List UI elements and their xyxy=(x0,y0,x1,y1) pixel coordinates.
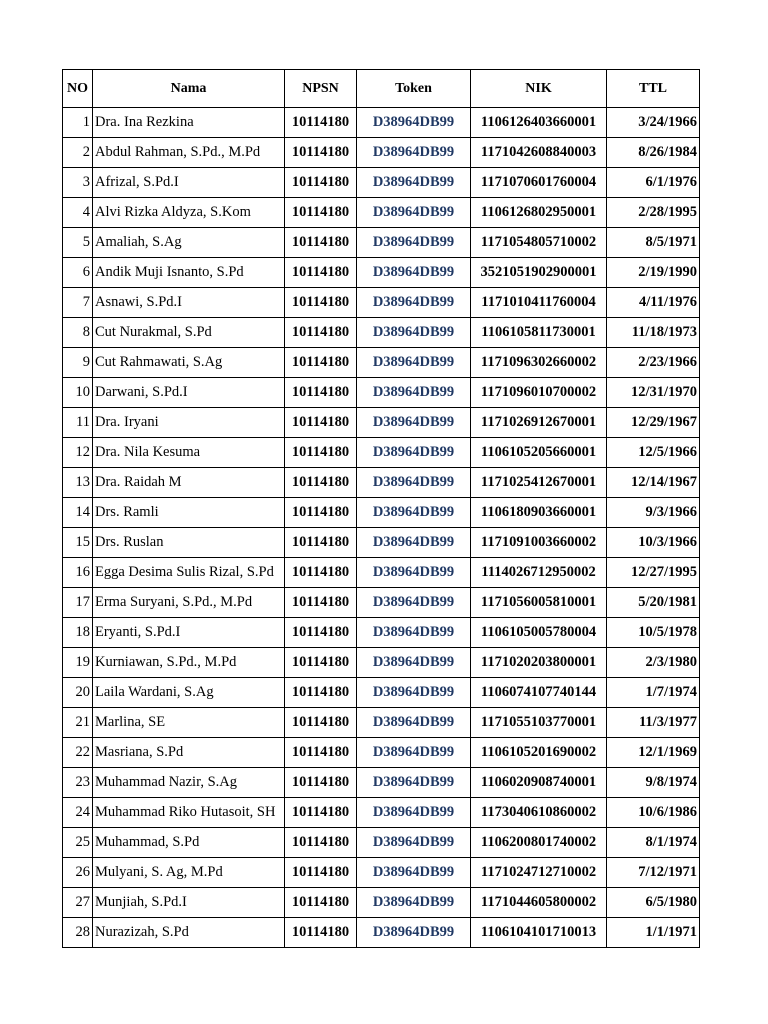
table-row xyxy=(63,558,700,588)
cell-token: D38964DB99 xyxy=(357,198,471,228)
cell-no: 24 xyxy=(63,798,93,828)
cell-ttl: 7/12/1971 xyxy=(607,858,700,888)
table-row xyxy=(63,648,700,678)
cell-nik: 1114026712950002 xyxy=(471,558,607,588)
cell-no: 26 xyxy=(63,858,93,888)
cell-npsn: 10114180 xyxy=(285,498,357,528)
cell-no: 13 xyxy=(63,468,93,498)
cell-npsn: 10114180 xyxy=(285,258,357,288)
cell-ttl: 2/3/1980 xyxy=(607,648,700,678)
cell-npsn: 10114180 xyxy=(285,798,357,828)
cell-npsn: 10114180 xyxy=(285,528,357,558)
cell-nik: 1106126403660001 xyxy=(471,108,607,138)
cell-token: D38964DB99 xyxy=(357,558,471,588)
cell-token: D38964DB99 xyxy=(357,348,471,378)
cell-npsn: 10114180 xyxy=(285,738,357,768)
cell-no: 2 xyxy=(63,138,93,168)
cell-nik: 1173040610860002 xyxy=(471,798,607,828)
cell-nik: 1171070601760004 xyxy=(471,168,607,198)
cell-token: D38964DB99 xyxy=(357,438,471,468)
cell-npsn: 10114180 xyxy=(285,648,357,678)
cell-nama: Eryanti, S.Pd.I xyxy=(93,618,285,648)
cell-no: 28 xyxy=(63,918,93,948)
cell-ttl: 3/24/1966 xyxy=(607,108,700,138)
cell-no: 23 xyxy=(63,768,93,798)
cell-nama: Amaliah, S.Ag xyxy=(93,228,285,258)
cell-nama: Erma Suryani, S.Pd., M.Pd xyxy=(93,588,285,618)
cell-nik: 1171096302660002 xyxy=(471,348,607,378)
cell-nama: Andik Muji Isnanto, S.Pd xyxy=(93,258,285,288)
cell-nama: Alvi Rizka Aldyza, S.Kom xyxy=(93,198,285,228)
cell-no: 5 xyxy=(63,228,93,258)
cell-nama: Egga Desima Sulis Rizal, S.Pd xyxy=(93,558,285,588)
cell-ttl: 1/1/1971 xyxy=(607,918,700,948)
document-page xyxy=(62,69,700,948)
cell-nik: 1106104101710013 xyxy=(471,918,607,948)
table-row xyxy=(63,168,700,198)
table-row xyxy=(63,228,700,258)
cell-no: 8 xyxy=(63,318,93,348)
cell-token: D38964DB99 xyxy=(357,378,471,408)
table-row xyxy=(63,498,700,528)
cell-token: D38964DB99 xyxy=(357,708,471,738)
cell-nik: 1171091003660002 xyxy=(471,528,607,558)
cell-nik: 1171042608840003 xyxy=(471,138,607,168)
table-row xyxy=(63,438,700,468)
cell-no: 22 xyxy=(63,738,93,768)
cell-no: 27 xyxy=(63,888,93,918)
header-ttl: TTL xyxy=(607,70,700,108)
header-nama: Nama xyxy=(93,70,285,108)
cell-no: 6 xyxy=(63,258,93,288)
cell-ttl: 8/5/1971 xyxy=(607,228,700,258)
cell-nik: 1171044605800002 xyxy=(471,888,607,918)
cell-no: 1 xyxy=(63,108,93,138)
cell-ttl: 11/18/1973 xyxy=(607,318,700,348)
cell-nik: 3521051902900001 xyxy=(471,258,607,288)
cell-ttl: 12/31/1970 xyxy=(607,378,700,408)
cell-npsn: 10114180 xyxy=(285,858,357,888)
cell-ttl: 1/7/1974 xyxy=(607,678,700,708)
cell-nik: 1171010411760004 xyxy=(471,288,607,318)
header-row xyxy=(63,70,700,108)
cell-no: 20 xyxy=(63,678,93,708)
cell-no: 15 xyxy=(63,528,93,558)
cell-no: 9 xyxy=(63,348,93,378)
cell-ttl: 10/6/1986 xyxy=(607,798,700,828)
cell-ttl: 2/28/1995 xyxy=(607,198,700,228)
cell-nama: Masriana, S.Pd xyxy=(93,738,285,768)
cell-nama: Mulyani, S. Ag, M.Pd xyxy=(93,858,285,888)
cell-nama: Cut Rahmawati, S.Ag xyxy=(93,348,285,378)
cell-token: D38964DB99 xyxy=(357,468,471,498)
cell-npsn: 10114180 xyxy=(285,408,357,438)
cell-npsn: 10114180 xyxy=(285,558,357,588)
cell-token: D38964DB99 xyxy=(357,108,471,138)
cell-nik: 1171096010700002 xyxy=(471,378,607,408)
cell-npsn: 10114180 xyxy=(285,138,357,168)
cell-ttl: 5/20/1981 xyxy=(607,588,700,618)
cell-ttl: 2/19/1990 xyxy=(607,258,700,288)
cell-npsn: 10114180 xyxy=(285,228,357,258)
cell-token: D38964DB99 xyxy=(357,828,471,858)
table-row xyxy=(63,288,700,318)
cell-nama: Afrizal, S.Pd.I xyxy=(93,168,285,198)
cell-nama: Dra. Nila Kesuma xyxy=(93,438,285,468)
table-header xyxy=(63,70,700,108)
table-row xyxy=(63,768,700,798)
cell-ttl: 10/3/1966 xyxy=(607,528,700,558)
cell-nama: Dra. Raidah M xyxy=(93,468,285,498)
header-nik: NIK xyxy=(471,70,607,108)
cell-token: D38964DB99 xyxy=(357,798,471,828)
table-row xyxy=(63,618,700,648)
cell-token: D38964DB99 xyxy=(357,138,471,168)
cell-token: D38964DB99 xyxy=(357,228,471,258)
table-row xyxy=(63,318,700,348)
cell-nik: 1106105811730001 xyxy=(471,318,607,348)
cell-ttl: 12/27/1995 xyxy=(607,558,700,588)
cell-ttl: 12/14/1967 xyxy=(607,468,700,498)
cell-no: 14 xyxy=(63,498,93,528)
cell-ttl: 11/3/1977 xyxy=(607,708,700,738)
cell-npsn: 10114180 xyxy=(285,438,357,468)
cell-token: D38964DB99 xyxy=(357,258,471,288)
cell-token: D38964DB99 xyxy=(357,408,471,438)
cell-nama: Munjiah, S.Pd.I xyxy=(93,888,285,918)
cell-npsn: 10114180 xyxy=(285,168,357,198)
cell-nik: 1106074107740144 xyxy=(471,678,607,708)
cell-token: D38964DB99 xyxy=(357,498,471,528)
cell-nama: Muhammad, S.Pd xyxy=(93,828,285,858)
cell-npsn: 10114180 xyxy=(285,828,357,858)
cell-nama: Darwani, S.Pd.I xyxy=(93,378,285,408)
table-row xyxy=(63,858,700,888)
cell-ttl: 12/5/1966 xyxy=(607,438,700,468)
cell-no: 18 xyxy=(63,618,93,648)
cell-npsn: 10114180 xyxy=(285,378,357,408)
cell-nama: Drs. Ruslan xyxy=(93,528,285,558)
cell-ttl: 6/5/1980 xyxy=(607,888,700,918)
cell-token: D38964DB99 xyxy=(357,888,471,918)
cell-npsn: 10114180 xyxy=(285,708,357,738)
cell-nama: Dra. Ina Rezkina xyxy=(93,108,285,138)
cell-no: 3 xyxy=(63,168,93,198)
cell-no: 4 xyxy=(63,198,93,228)
table-body xyxy=(63,108,700,948)
cell-npsn: 10114180 xyxy=(285,588,357,618)
table-row xyxy=(63,258,700,288)
cell-token: D38964DB99 xyxy=(357,168,471,198)
header-token: Token xyxy=(357,70,471,108)
cell-token: D38964DB99 xyxy=(357,648,471,678)
table-row xyxy=(63,198,700,228)
cell-nik: 1171020203800001 xyxy=(471,648,607,678)
cell-token: D38964DB99 xyxy=(357,528,471,558)
table-row xyxy=(63,798,700,828)
cell-nama: Laila Wardani, S.Ag xyxy=(93,678,285,708)
table-row xyxy=(63,378,700,408)
cell-npsn: 10114180 xyxy=(285,888,357,918)
cell-ttl: 2/23/1966 xyxy=(607,348,700,378)
cell-token: D38964DB99 xyxy=(357,768,471,798)
cell-ttl: 9/3/1966 xyxy=(607,498,700,528)
cell-nama: Nurazizah, S.Pd xyxy=(93,918,285,948)
cell-token: D38964DB99 xyxy=(357,858,471,888)
cell-npsn: 10114180 xyxy=(285,918,357,948)
cell-nama: Marlina, SE xyxy=(93,708,285,738)
table-row xyxy=(63,528,700,558)
cell-ttl: 12/29/1967 xyxy=(607,408,700,438)
table-row xyxy=(63,918,700,948)
cell-token: D38964DB99 xyxy=(357,738,471,768)
cell-nik: 1106020908740001 xyxy=(471,768,607,798)
cell-no: 16 xyxy=(63,558,93,588)
cell-npsn: 10114180 xyxy=(285,768,357,798)
cell-npsn: 10114180 xyxy=(285,288,357,318)
cell-no: 7 xyxy=(63,288,93,318)
cell-nik: 1171025412670001 xyxy=(471,468,607,498)
cell-npsn: 10114180 xyxy=(285,678,357,708)
cell-ttl: 9/8/1974 xyxy=(607,768,700,798)
cell-nik: 1171026912670001 xyxy=(471,408,607,438)
cell-ttl: 4/11/1976 xyxy=(607,288,700,318)
cell-ttl: 12/1/1969 xyxy=(607,738,700,768)
cell-nama: Abdul Rahman, S.Pd., M.Pd xyxy=(93,138,285,168)
table-row xyxy=(63,828,700,858)
cell-no: 12 xyxy=(63,438,93,468)
cell-npsn: 10114180 xyxy=(285,198,357,228)
cell-token: D38964DB99 xyxy=(357,588,471,618)
cell-nik: 1171056005810001 xyxy=(471,588,607,618)
header-no: NO xyxy=(63,70,93,108)
cell-no: 10 xyxy=(63,378,93,408)
cell-nama: Muhammad Nazir, S.Ag xyxy=(93,768,285,798)
table-row xyxy=(63,678,700,708)
cell-nik: 1171054805710002 xyxy=(471,228,607,258)
cell-npsn: 10114180 xyxy=(285,348,357,378)
table-row xyxy=(63,108,700,138)
cell-nama: Dra. Iryani xyxy=(93,408,285,438)
cell-ttl: 8/1/1974 xyxy=(607,828,700,858)
cell-ttl: 8/26/1984 xyxy=(607,138,700,168)
cell-no: 11 xyxy=(63,408,93,438)
cell-nama: Kurniawan, S.Pd., M.Pd xyxy=(93,648,285,678)
cell-nama: Drs. Ramli xyxy=(93,498,285,528)
table-row xyxy=(63,738,700,768)
table-row xyxy=(63,588,700,618)
cell-token: D38964DB99 xyxy=(357,918,471,948)
table-row xyxy=(63,348,700,378)
cell-nik: 1171024712710002 xyxy=(471,858,607,888)
cell-nik: 1106200801740002 xyxy=(471,828,607,858)
cell-nama: Cut Nurakmal, S.Pd xyxy=(93,318,285,348)
cell-npsn: 10114180 xyxy=(285,468,357,498)
cell-ttl: 6/1/1976 xyxy=(607,168,700,198)
cell-nama: Asnawi, S.Pd.I xyxy=(93,288,285,318)
cell-nama: Muhammad Riko Hutasoit, SH xyxy=(93,798,285,828)
participant-table xyxy=(62,69,700,948)
cell-nik: 1106105201690002 xyxy=(471,738,607,768)
cell-no: 19 xyxy=(63,648,93,678)
cell-nik: 1171055103770001 xyxy=(471,708,607,738)
cell-no: 21 xyxy=(63,708,93,738)
cell-npsn: 10114180 xyxy=(285,618,357,648)
cell-ttl: 10/5/1978 xyxy=(607,618,700,648)
cell-nik: 1106105205660001 xyxy=(471,438,607,468)
cell-nik: 1106126802950001 xyxy=(471,198,607,228)
table-row xyxy=(63,888,700,918)
cell-npsn: 10114180 xyxy=(285,108,357,138)
header-npsn: NPSN xyxy=(285,70,357,108)
cell-no: 17 xyxy=(63,588,93,618)
table-row xyxy=(63,468,700,498)
cell-token: D38964DB99 xyxy=(357,618,471,648)
table-row xyxy=(63,138,700,168)
cell-token: D38964DB99 xyxy=(357,678,471,708)
cell-token: D38964DB99 xyxy=(357,318,471,348)
table-row xyxy=(63,708,700,738)
cell-nik: 1106180903660001 xyxy=(471,498,607,528)
table-row xyxy=(63,408,700,438)
cell-token: D38964DB99 xyxy=(357,288,471,318)
cell-nik: 1106105005780004 xyxy=(471,618,607,648)
cell-no: 25 xyxy=(63,828,93,858)
cell-npsn: 10114180 xyxy=(285,318,357,348)
